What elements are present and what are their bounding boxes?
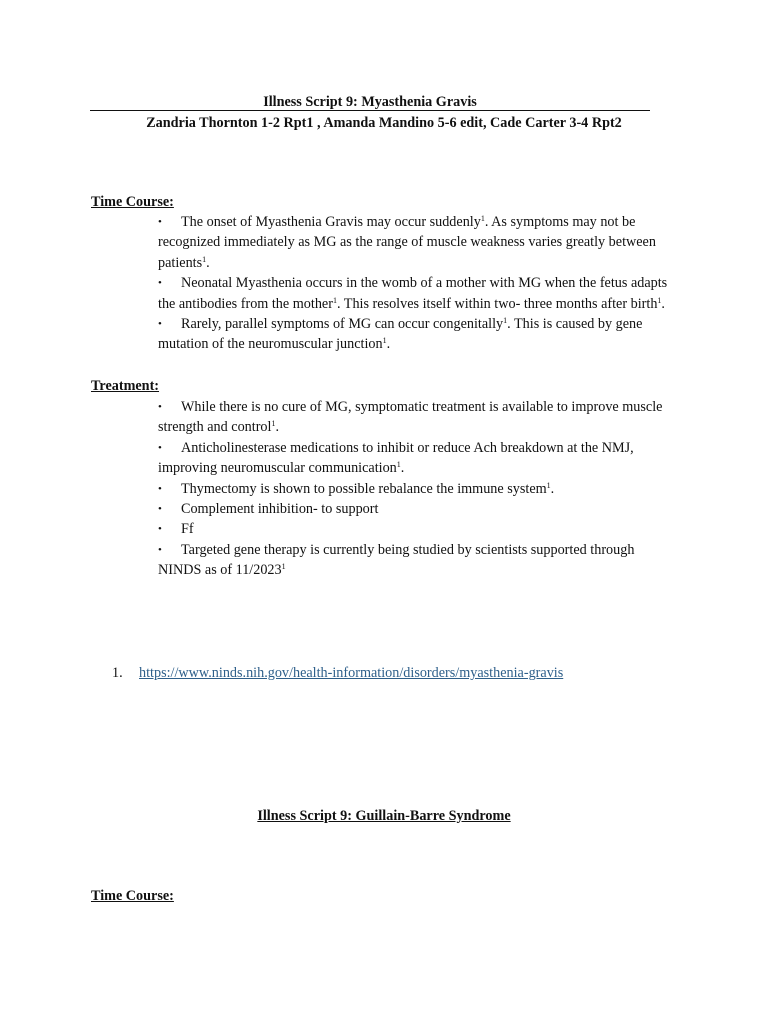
citation-superscript: 1	[396, 460, 401, 470]
list-item	[158, 499, 680, 519]
citation-superscript: 1	[657, 295, 662, 305]
list-item-text: Neonatal Myasthenia occurs in the womb of a mother with MG when the fetus adapts the antibodies from the mother	[158, 275, 668, 312]
time-course-heading-2: Time Course:	[91, 888, 174, 904]
script-title	[90, 94, 650, 111]
citation-superscript: 1	[202, 254, 207, 264]
bullet-icon: •	[158, 503, 162, 516]
time-course-list	[158, 212, 680, 355]
citation-superscript: 1	[382, 336, 387, 346]
list-item	[158, 519, 680, 539]
time-course-heading: Time Course:	[91, 194, 174, 210]
citation-superscript: 1	[480, 214, 485, 223]
list-item-text: .	[206, 254, 210, 271]
list-item	[158, 212, 680, 273]
list-item	[158, 479, 680, 499]
list-item	[158, 438, 680, 479]
list-item-text: Thymectomy is shown to possible rebalance the immune system	[181, 480, 547, 497]
reference-link[interactable]: https://www.ninds.nih.gov/health-information/disorders/myasthenia-gravis	[139, 665, 564, 681]
script-title-2	[0, 807, 768, 825]
list-item-text: The onset of Myasthenia Gravis may occur suddenly	[181, 214, 481, 230]
script-title-2-text: Illness Script 9: Guillain-Barre Syndrome	[257, 808, 511, 824]
list-item-text: . This is caused by gene mutation of the neuromuscular junction	[158, 316, 643, 353]
list-item-text: .	[275, 419, 280, 436]
bullet-icon: •	[158, 482, 162, 495]
reference-item	[112, 664, 563, 682]
script-title-text: Illness Script 9: Myasthenia Gravis	[263, 94, 477, 110]
list-item-text: Complement inhibition- to support	[181, 501, 379, 518]
treatment-list	[158, 397, 680, 581]
list-item	[158, 273, 680, 314]
bullet-icon: •	[158, 277, 162, 290]
list-item-text: Anticholinesterase medications to inhibit or reduce Ach breakdown at the NMJ, improving neuromuscular communication	[158, 439, 634, 477]
citation-superscript: 1	[546, 480, 551, 490]
list-item-text: Ff	[181, 521, 194, 538]
list-item-text: .	[550, 480, 555, 497]
authors-line: Zandria Thornton 1-2 Rpt1 , Amanda Mandino 5-6 edit, Cade Carter 3-4 Rpt2	[146, 115, 622, 131]
list-item-text: . As symptoms may not be recognized immediately as MG as the range of muscle weakness varies greatly between patients	[158, 214, 656, 271]
citation-superscript: 1	[332, 295, 337, 305]
citation-superscript: 1	[271, 419, 276, 429]
list-item	[158, 314, 680, 355]
treatment-heading: Treatment:	[91, 378, 160, 394]
bullet-icon: •	[158, 523, 162, 536]
list-item-text: Targeted gene therapy is currently being studied by scientists supported through NINDS as of 11/2023	[158, 541, 635, 579]
bullet-icon: •	[158, 318, 162, 331]
citation-superscript: 1	[281, 562, 286, 572]
list-item	[158, 397, 680, 438]
list-item-text: While there is no cure of MG, symptomatic treatment is available to improve muscle strength and control	[158, 399, 663, 436]
citation-superscript: 1	[503, 316, 508, 326]
list-item-text: .	[400, 460, 405, 477]
list-item-text: .	[661, 295, 665, 312]
list-item-text: Rarely, parallel symptoms of MG can occur congenitally	[181, 316, 504, 333]
list-item-text: . This resolves itself within two- three months after birth	[336, 295, 658, 312]
list-item-text: .	[386, 336, 391, 353]
list-item	[158, 540, 680, 581]
bullet-icon: •	[158, 543, 162, 556]
bullet-icon: •	[158, 401, 162, 413]
bullet-icon: •	[158, 216, 162, 228]
bullet-icon: •	[158, 441, 162, 454]
reference-number: 1.	[112, 665, 123, 681]
